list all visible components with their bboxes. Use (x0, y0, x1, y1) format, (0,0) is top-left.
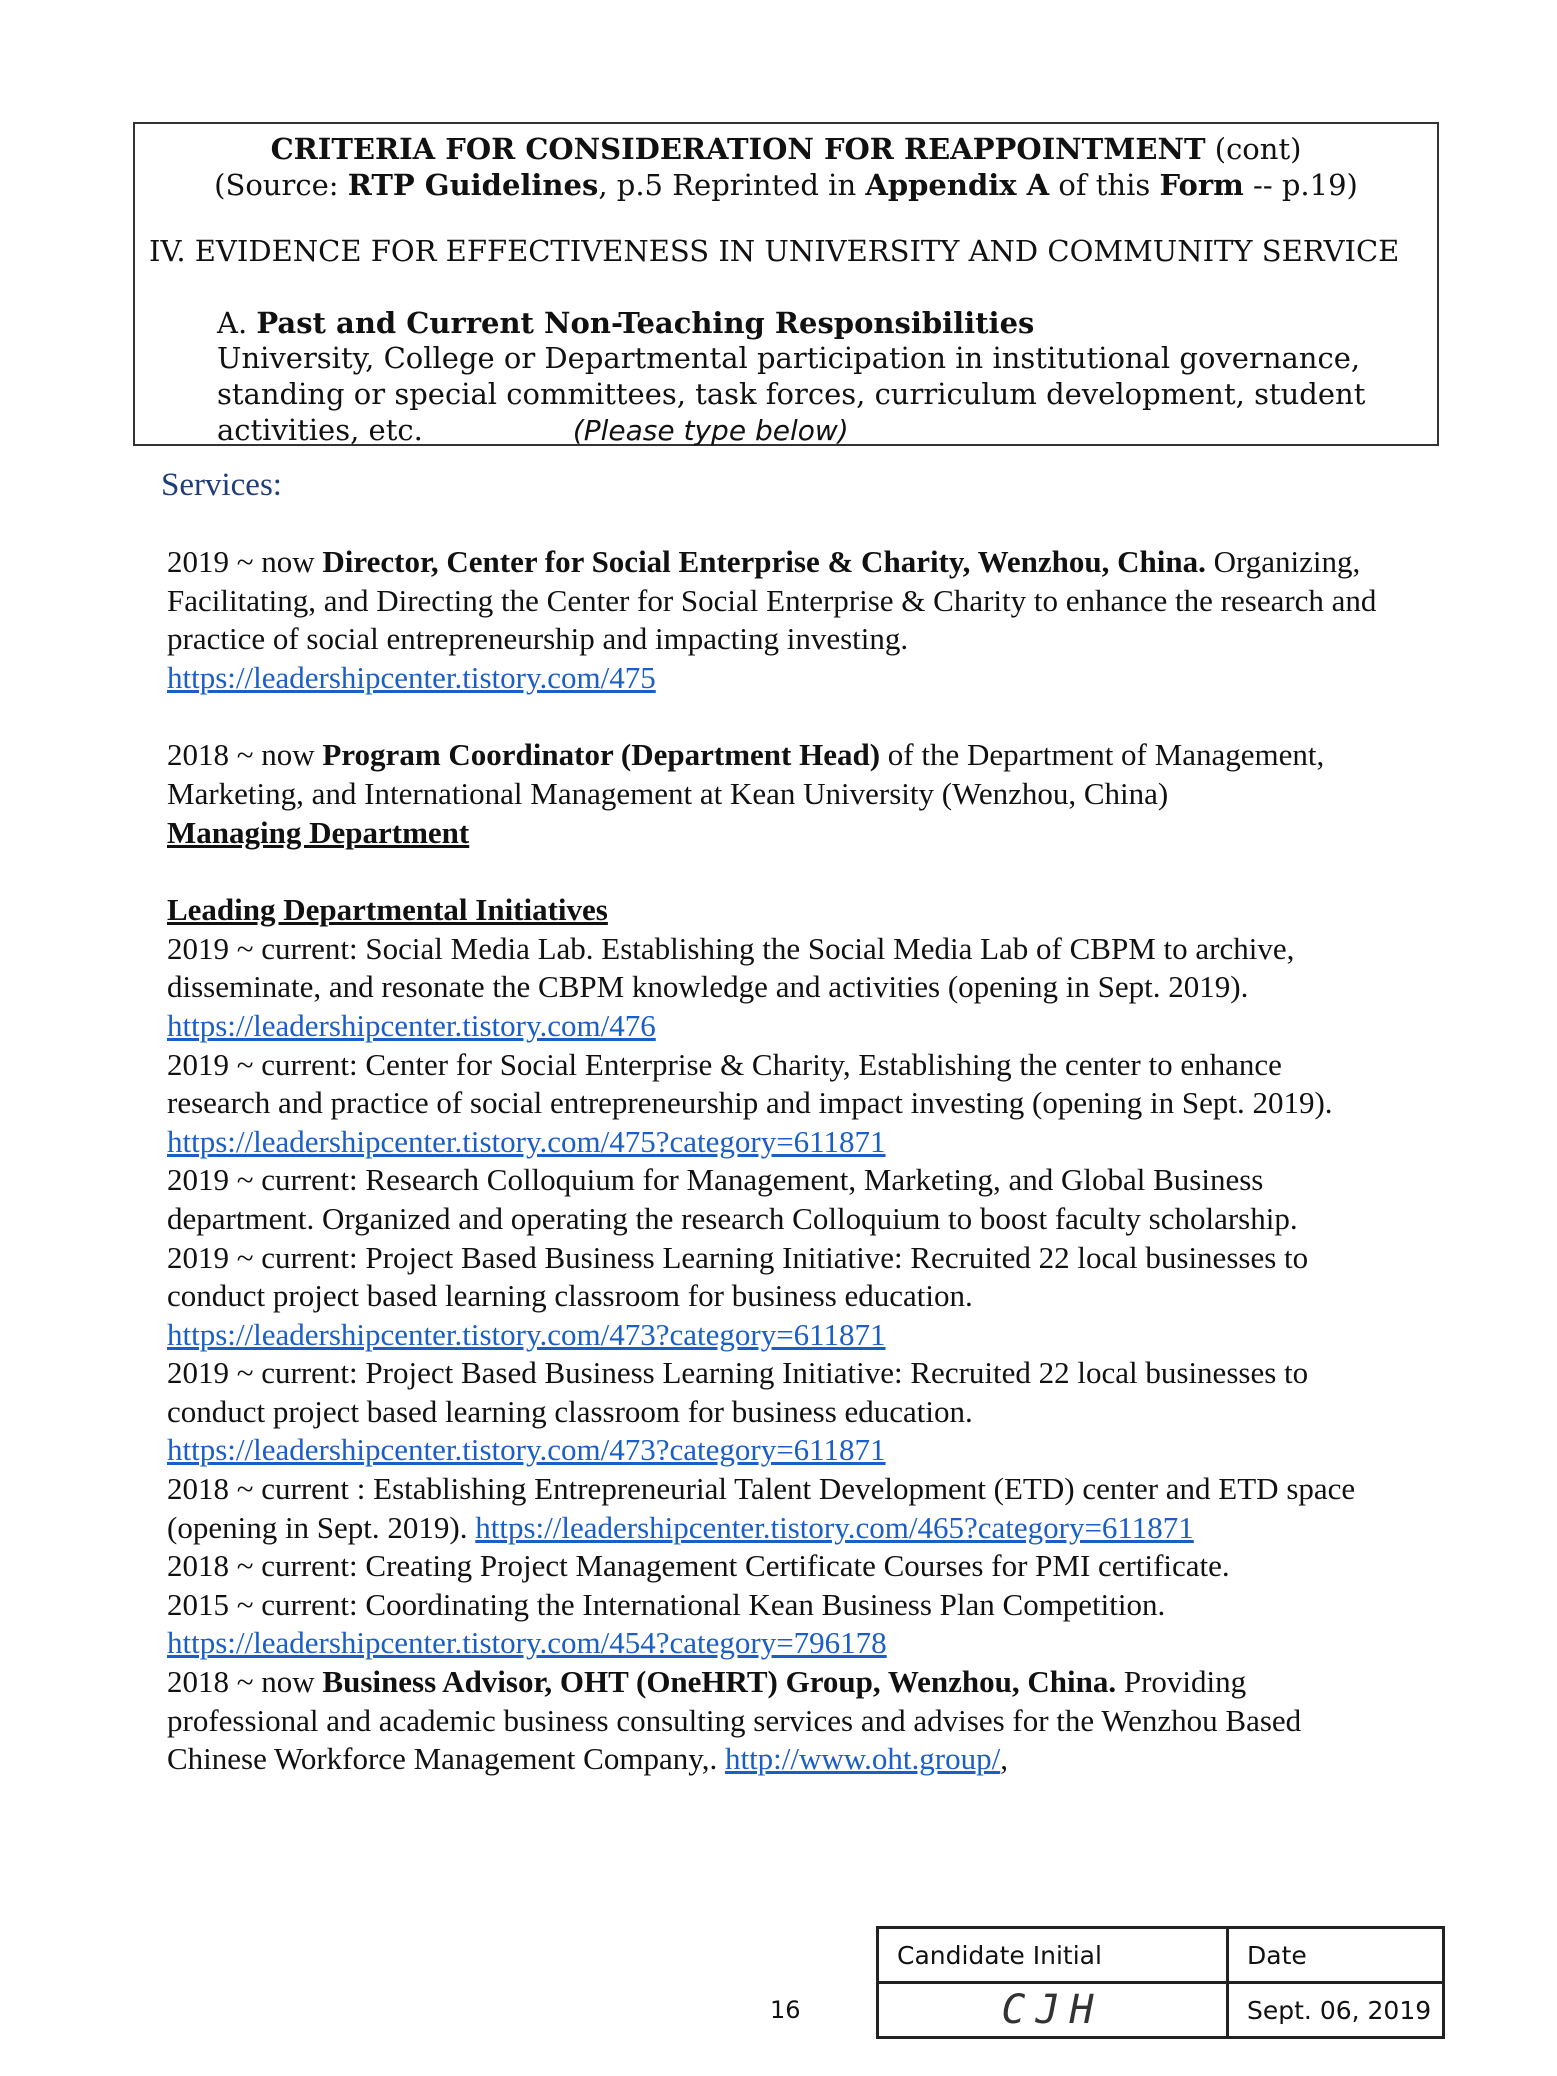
advisor-text: Chinese Workforce Management Company,. (167, 1741, 725, 1777)
source-prefix: (Source: (214, 168, 348, 202)
initiative-link-line (167, 1123, 1437, 1162)
signature-cell (878, 1983, 1228, 2038)
subsection-desc-line (217, 412, 1407, 449)
initiative-link-line (167, 1624, 1437, 1663)
subsection-description (217, 340, 1407, 449)
managing-department-heading: Managing Department (167, 814, 470, 850)
director-line: Facilitating, and Directing the Center for Social Enterprise & Charity to enhance the research and (167, 582, 1377, 618)
criteria-box (133, 122, 1439, 446)
source-mid: , p.5 Reprinted in (598, 168, 866, 202)
initiative-line: 2019 ~ current: Research Colloquium for Management, Marketing, and Global Business (167, 1162, 1264, 1198)
please-type-note: (Please type below) (572, 414, 849, 447)
advisor-link[interactable]: http://www.oht.group/ (724, 1741, 1001, 1777)
director-link-line (167, 659, 1437, 698)
coordinator-line1-rest: of the Department of Management, (880, 737, 1325, 773)
advisor-line: professional and academic business consulting services and advises for the Wenzhou Based (167, 1702, 1302, 1738)
initiative-line (167, 1509, 1437, 1548)
initiative-line: 2019 ~ current: Project Based Business Learning Initiative: Recruited 22 local businesses to (167, 1239, 1309, 1275)
initiatives-section (167, 891, 1437, 1663)
subsection-letter: A. (217, 306, 257, 340)
page-number: 16 (770, 1996, 801, 2024)
source-suffix: -- p.19) (1243, 168, 1358, 202)
coordinator-prefix: 2018 ~ now (167, 737, 323, 773)
director-entry (167, 543, 1437, 697)
initiative-text: (opening in Sept. 2019). (167, 1509, 476, 1545)
spacer (167, 852, 1437, 891)
initiative-link-line (167, 1431, 1437, 1470)
initials-value-row (878, 1983, 1444, 2038)
spacer (167, 697, 1437, 736)
initials-header-row (878, 1928, 1444, 1983)
initiative-link[interactable]: https://leadershipcenter.tistory.com/473?category=611871 (167, 1432, 886, 1468)
services-heading: Services: (161, 467, 282, 503)
candidate-initials-signature: CJH (1001, 1987, 1104, 2033)
subsection-desc-line: standing or special committees, task forces, curriculum development, student (217, 377, 1366, 411)
coordinator-title: Program Coordinator (Department Head) (322, 737, 881, 773)
director-title: Director, Center for Social Enterprise & Charity, Wenzhou, China. (322, 544, 1206, 579)
source-appendix: Appendix A (865, 168, 1050, 202)
initiative-link[interactable]: https://leadershipcenter.tistory.com/476 (167, 1007, 656, 1043)
initiative-line: disseminate, and resonate the CBPM knowledge and activities (opening in Sept. 2019). (167, 969, 1249, 1005)
initiative-line: conduct project based learning classroom for business education. (167, 1393, 973, 1429)
date-header: Date (1228, 1928, 1444, 1983)
subsection-desc-text: activities, etc. (217, 413, 423, 447)
coordinator-line: Marketing, and International Management at Kean University (Wenzhou, China) (167, 775, 1169, 811)
subsection-title (217, 306, 1034, 340)
subsection-title-bold: Past and Current Non-Teaching Responsibilities (256, 306, 1035, 340)
source-mid2: of this (1049, 168, 1160, 202)
coordinator-entry (167, 736, 1437, 852)
services-content (161, 465, 1437, 1779)
initiative-link-line (167, 1316, 1437, 1355)
initials-table (876, 1926, 1445, 2039)
advisor-line1-rest: Providing (1116, 1664, 1247, 1700)
date-value: Sept. 06, 2019 (1228, 1983, 1444, 2038)
director-prefix: 2019 ~ now (167, 544, 323, 579)
initiative-line: research and practice of social entrepreneurship and impact investing (opening in Sept. 2019). (167, 1085, 1333, 1121)
advisor-line (167, 1663, 1437, 1702)
initiative-link[interactable]: https://leadershipcenter.tistory.com/454?category=796178 (167, 1625, 887, 1661)
advisor-line (167, 1740, 1437, 1779)
initiative-line: 2019 ~ current: Project Based Business Learning Initiative: Recruited 22 local businesses to (167, 1355, 1309, 1391)
initiative-line: 2019 ~ current: Social Media Lab. Establishing the Social Media Lab of CBPM to archive, (167, 930, 1295, 966)
initiative-line: 2019 ~ current: Center for Social Enterprise & Charity, Establishing the center to enhance (167, 1046, 1282, 1082)
advisor-end: , (1000, 1741, 1008, 1777)
initiatives-heading: Leading Departmental Initiatives (167, 892, 608, 928)
initiative-link[interactable]: https://leadershipcenter.tistory.com/473?category=611871 (167, 1316, 886, 1352)
criteria-title-bold: CRITERIA FOR CONSIDERATION FOR REAPPOINTMENT (270, 132, 1206, 166)
initiative-line: conduct project based learning classroom for business education. (167, 1278, 973, 1314)
criteria-title (135, 132, 1437, 166)
initiative-line: 2015 ~ current: Coordinating the International Kean Business Plan Competition. (167, 1586, 1166, 1622)
initiative-line: 2018 ~ current : Establishing Entrepreneurial Talent Development (ETD) center and ETD space (167, 1471, 1356, 1507)
section-heading: IV. EVIDENCE FOR EFFECTIVENESS IN UNIVERSITY AND COMMUNITY SERVICE (149, 234, 1400, 268)
initial-header: Candidate Initial (878, 1928, 1228, 1983)
director-line: practice of social entrepreneurship and impacting investing. (167, 621, 909, 657)
initiative-line: 2018 ~ current: Creating Project Management Certificate Courses for PMI certificate. (167, 1548, 1230, 1584)
director-link[interactable]: https://leadershipcenter.tistory.com/475 (167, 659, 656, 695)
source-form: Form (1159, 168, 1244, 202)
advisor-prefix: 2018 ~ now (167, 1664, 323, 1700)
director-line (167, 543, 1437, 582)
initiative-link[interactable]: https://leadershipcenter.tistory.com/465?category=611871 (475, 1509, 1194, 1545)
coordinator-line (167, 736, 1437, 775)
director-line1-rest: Organizing, (1205, 544, 1361, 579)
criteria-source (135, 168, 1437, 202)
initiative-link-line (167, 1007, 1437, 1046)
advisor-title: Business Advisor, OHT (OneHRT) Group, Wenzhou, China. (322, 1664, 1117, 1700)
criteria-title-cont: (cont) (1205, 132, 1302, 166)
source-rtp-guidelines: RTP Guidelines (347, 168, 599, 202)
initiative-link[interactable]: https://leadershipcenter.tistory.com/475?category=611871 (167, 1123, 886, 1159)
subsection-desc-line: University, College or Departmental participation in institutional governance, (217, 341, 1361, 375)
initiative-line: department. Organized and operating the research Colloquium to boost faculty scholarship. (167, 1200, 1298, 1236)
advisor-entry (167, 1663, 1437, 1779)
